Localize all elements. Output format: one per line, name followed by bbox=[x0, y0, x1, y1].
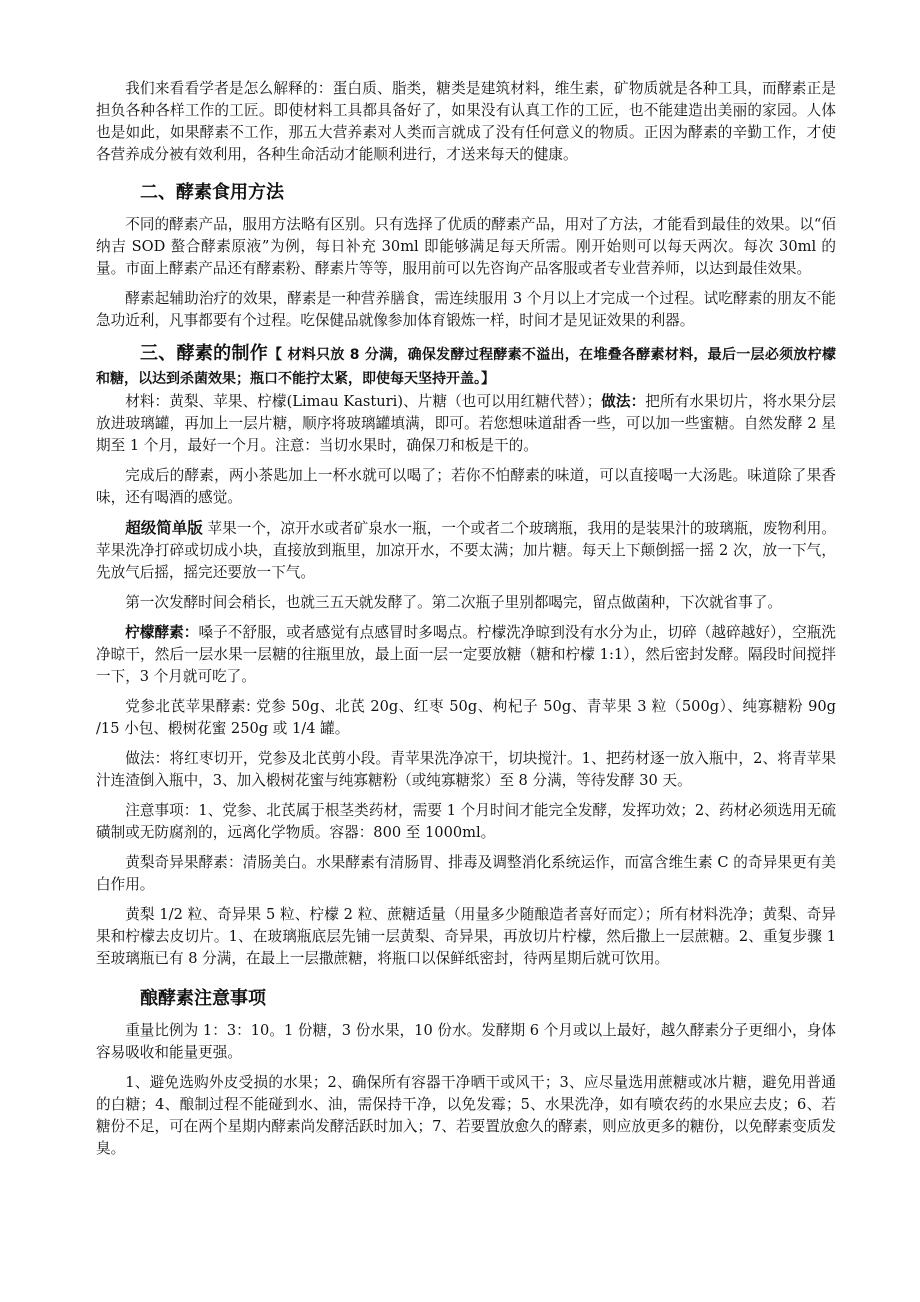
making-note: 【 材料只放 8 分满，确保发酵过程酵素不溢出，在堆叠各酵素材料，最后一层必须放柠檬和糖，以达到杀菌效果；瓶口不能拧太紧，即使每天坚持开盖。】 bbox=[96, 347, 836, 387]
notes-paragraph-1: 重量比例为 1：3：10。1 份糖，3 份水果，10 份水。发酵期 6 个月或以上最好，越久酵素分子更细小，身体容易吸收和能量更强。 bbox=[96, 1022, 836, 1061]
dangshen-title: 党参北芪苹果酵素: bbox=[125, 698, 251, 715]
simple-version-text: 苹果一个，凉开水或者矿泉水一瓶，一个或者二个玻璃瓶，我用的是装果汁的玻璃瓶，废物利用。苹果洗净打碎或切成小块，直接放到瓶里，加凉开水，不要太满；加片糖。每天上下颠倒摇一摇 2 次，放一下气，先放气后摇，摇完还要放一下气。 bbox=[96, 520, 836, 581]
pineapple-kiwi-paragraph: 黄梨奇异果酵素：清肠美白。水果酵素有清肠胃、排毒及调整消化系统运作，而富含维生素 C 的奇异果更有美白作用。 bbox=[96, 854, 836, 893]
method-label: 做法： bbox=[601, 393, 646, 410]
lemon-text: 嗓子不舒服，或者感觉有点感冒时多喝点。柠檬洗净晾到没有水分为止，切碎（越碎越好），空瓶洗净晾干，然后一层水果一层糖的往瓶里放，最上面一层一定要放糖（糖和柠檬 1:1），然后密封发酵。隔段时间搅拌一下，3 个月就可吃了。 bbox=[96, 624, 836, 685]
section-title-making-text: 三、酵素的制作 bbox=[140, 343, 269, 364]
first-ferment-paragraph: 第一次发酵时间会稍长，也就三五天就发酵了。第二次瓶子里别都喝完，留点做菌种，下次就省事了。 bbox=[125, 594, 782, 611]
notes-paragraph-2: 1、避免选购外皮受损的水果；2、确保所有容器干净晒干或风干；3、应尽量选用蔗糖或冰片糖，避免用普通的白糖；4、酿制过程不能碰到水、油，需保持干净，以免发霉；5、水果洗净，如有喷农药的水果应去皮；6、若糖份不足，可在两个星期内酵素尚发酵活跃时加入；7、若要置放愈久的酵素，则应放更多的糖份，以免酵素变质发臭。 bbox=[96, 1074, 836, 1157]
intro-paragraph: 我们来看看学者是怎么解释的：蛋白质、脂类，糖类是建筑材料，维生素，矿物质就是各种工具，而酵素正是担负各种各样工作的工匠。即使材料工具都具备好了，如果没有认真工作的工匠，也不能建造出美丽的家园。人体也是如此，如果酵素不工作，那五大营养素对人类而言就成了没有任何意义的物质。正因为酵素的辛勤工作，才使各营养成分被有效利用，各种生命活动才能顺利进行，才送来每天的健康。 bbox=[96, 80, 836, 163]
dangshen-method-paragraph: 做法：将红枣切开，党参及北芪剪小段。青苹果洗净凉干，切块搅汁。1、把药材逐一放入瓶中，2、将青苹果汁连渣倒入瓶中，3、加入椴树花蜜与纯寡糖粉（或纯寡糖浆）至 8 分满，等待发酵 30 天。 bbox=[96, 750, 836, 789]
done-paragraph: 完成后的酵素，两小茶匙加上一杯水就可以喝了；若你不怕酵素的味道，可以直接喝一大汤匙。味道除了果香味，还有喝酒的感觉。 bbox=[96, 467, 836, 506]
section-title-notes: 酿酵素注意事项 bbox=[140, 988, 266, 1009]
usage-paragraph-1: 不同的酵素产品，服用方法略有区别。只有选择了优质的酵素产品，用对了方法，才能看到最佳的效果。以“佰纳吉 SOD 螯合酵素原液”为例，每日补充 30ml 即能够满足每天所需。刚开始则可以每天两次。每次 30ml 的量。市面上酵素产品还有酵素粉、酵素片等等，服用前可以先咨询产品客服或者专业营养师，以达到最佳效果。 bbox=[96, 216, 836, 277]
pineapple-kiwi-method-paragraph: 黄梨 1/2 粒、奇异果 5 粒、柠檬 2 粒、蔗糖适量（用量多少随酿造者喜好而定）；所有材料洗净；黄梨、奇异果和柠檬去皮切片。1、在玻璃瓶底层先铺一层黄梨、奇异果，再放切片柠檬，然后撒上一层蔗糖。2、重复步骤 1 至玻璃瓶已有 8 分满，在最上一层撒蔗糖，将瓶口以保鲜纸密封，待两星期后就可饮用。 bbox=[96, 906, 836, 967]
lemon-label: 柠檬酵素： bbox=[125, 624, 199, 641]
method-text: 把所有水果切片，将水果分层放进玻璃罐，再加上一层片糖，顺序将玻璃罐填满，即可。若您想味道甜香一些，可以加一些蜜糖。自然发酵 2 星期至 1 个月，最好一个月。注意：当切水果时，确保刀和板是干的。 bbox=[96, 393, 836, 454]
usage-paragraph-2: 酵素起辅助治疗的效果，酵素是一种营养膳食，需连续服用 3 个月以上才完成一个过程。试吃酵素的朋友不能急功近利，凡事都要有个过程。吃保健品就像参加体育锻炼一样，时间才是见证效果的利器。 bbox=[96, 290, 836, 329]
dangshen-notes-paragraph: 注意事项：1、党参、北芪属于根茎类药材，需要 1 个月时间才能完全发酵，发挥功效；2、药材必须选用无硫磺制或无防腐剂的，远离化学物质。容器：800 至 1000ml。 bbox=[96, 802, 836, 841]
simple-version-paragraph bbox=[96, 517, 836, 584]
lemon-paragraph bbox=[96, 622, 836, 688]
dangshen-text: 党参 50g、北芪 20g、红枣 50g、枸杞子 50g、青苹果 3 粒（500g）、纯寡糖粉 90g /15 小包、椴树花蜜 250g 或 1/4 罐。 bbox=[96, 698, 836, 737]
materials-paragraph bbox=[96, 391, 836, 457]
section-title-making bbox=[96, 342, 836, 391]
dangshen-paragraph bbox=[96, 696, 836, 740]
section-title-usage: 二、酵素食用方法 bbox=[140, 182, 284, 203]
simple-version-label: 超级简单版 bbox=[125, 519, 203, 537]
materials-text: 材料：黄梨、苹果、柠檬(Limau Kasturi)、片糖（也可以用红糖代替）； bbox=[125, 393, 602, 410]
